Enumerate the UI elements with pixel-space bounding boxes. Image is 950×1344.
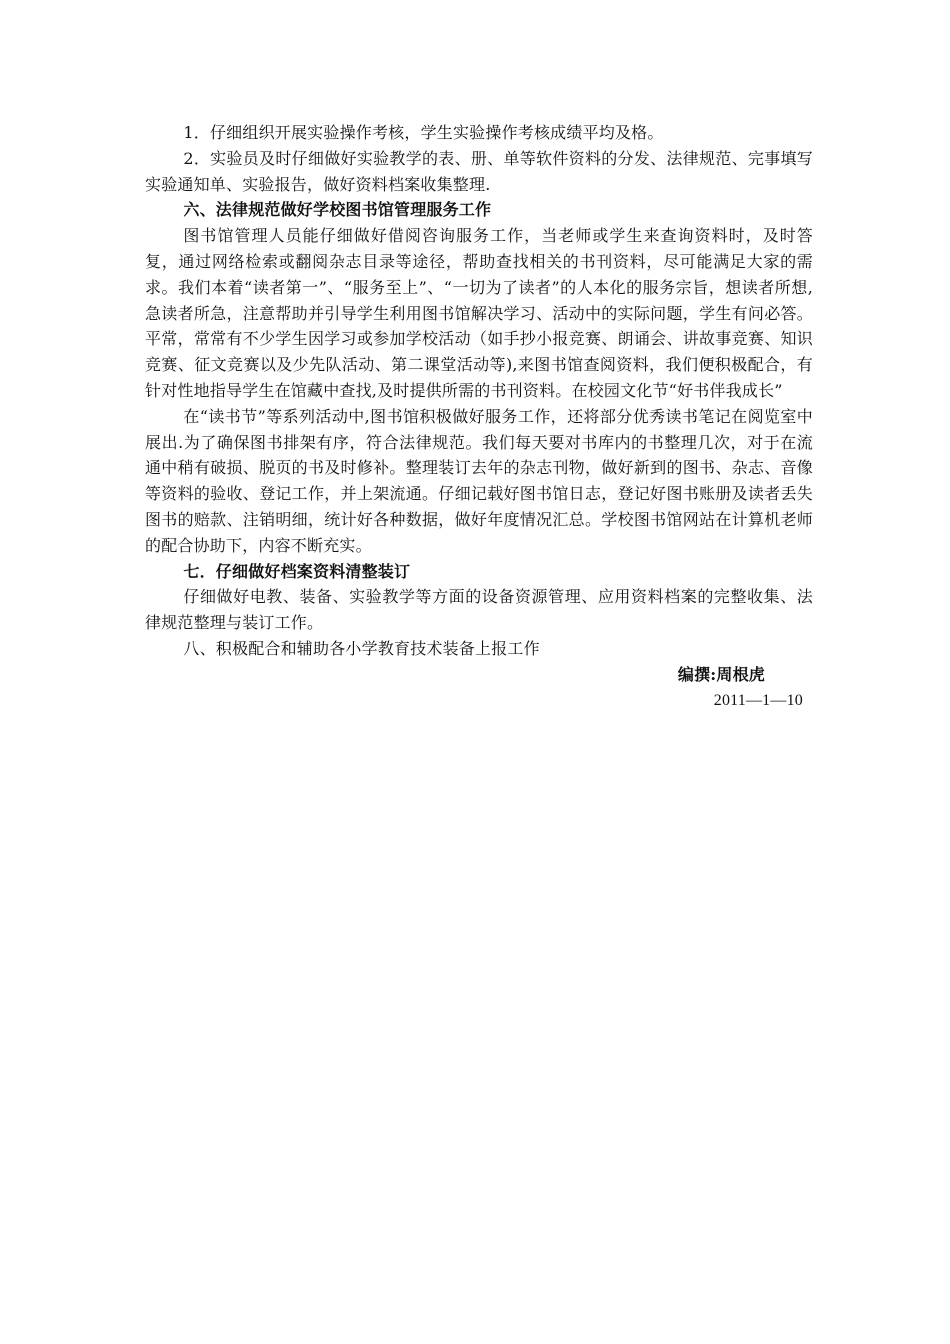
- document-date: 2011—1—10: [713, 691, 803, 709]
- section-6-heading: 六、法律规范做好学校图书馆管理服务工作: [183, 200, 492, 220]
- section-8-heading: 八、积极配合和辅助各小学教育技术装备上报工作: [183, 638, 540, 658]
- author-signature: 编撰:周根虎: [677, 664, 765, 684]
- list-item-1: 1．仔细组织开展实验操作考核，学生实验操作考核成绩平均及格。: [183, 123, 664, 142]
- section-7-heading: 七．仔细做好档案资料清整装订: [183, 561, 411, 581]
- list-item-2: 2．实验员及时仔细做好实验教学的表、册、单等软件资料的分发、法律规范、完事填写实验通知单、实验报告，做好资料档案收集整理.: [145, 148, 813, 194]
- section-6-paragraph-2: 在“读书节”等系列活动中,图书馆积极做好服务工作，还将部分优秀读书笔记在阅览室中展出.为了确保图书排架有序，符合法律规范。我们每天要对书库内的书整理几次，对于在流通中稍有破损、脱页的书及时修补。整理装订去年的杂志刊物，做好新到的图书、杂志、音像等资料的验收、登记工作，并上架流通。仔细记载好图书馆日志，登记好图书账册及读者丢失图书的赔款、注销明细，统计好各种数据，做好年度情况汇总。学校图书馆网站在计算机老师的配合协助下，内容不断充实。: [145, 406, 813, 555]
- section-6-paragraph-1: 图书馆管理人员能仔细做好借阅咨询服务工作，当老师或学生来查询资料时，及时答复，通过网络检索或翻阅杂志目录等途径，帮助查找相关的书刊资料，尽可能满足大家的需求。我们本着“读者第一”、“服务至上”、“一切为了读者”的人本化的服务宗旨，想读者所想,急读者所急，注意帮助并引导学生利用图书馆解决学习、活动中的实际问题，学生有问必答。平常，常常有不少学生因学习或参加学校活动（如手抄小报竞赛、朗诵会、讲故事竞赛、知识竞赛、征文竞赛以及少先队活动、第二课堂活动等),来图书馆查阅资料，我们便积极配合，有针对性地指导学生在馆藏中查找,及时提供所需的书刊资料。在校园文化节“好书伴我成长”: [145, 226, 813, 400]
- document-page: [145, 120, 813, 713]
- section-7-paragraph-1: 仔细做好电教、装备、实验教学等方面的设备资源管理、应用资料档案的完整收集、法律规范整理与装订工作。: [145, 587, 813, 633]
